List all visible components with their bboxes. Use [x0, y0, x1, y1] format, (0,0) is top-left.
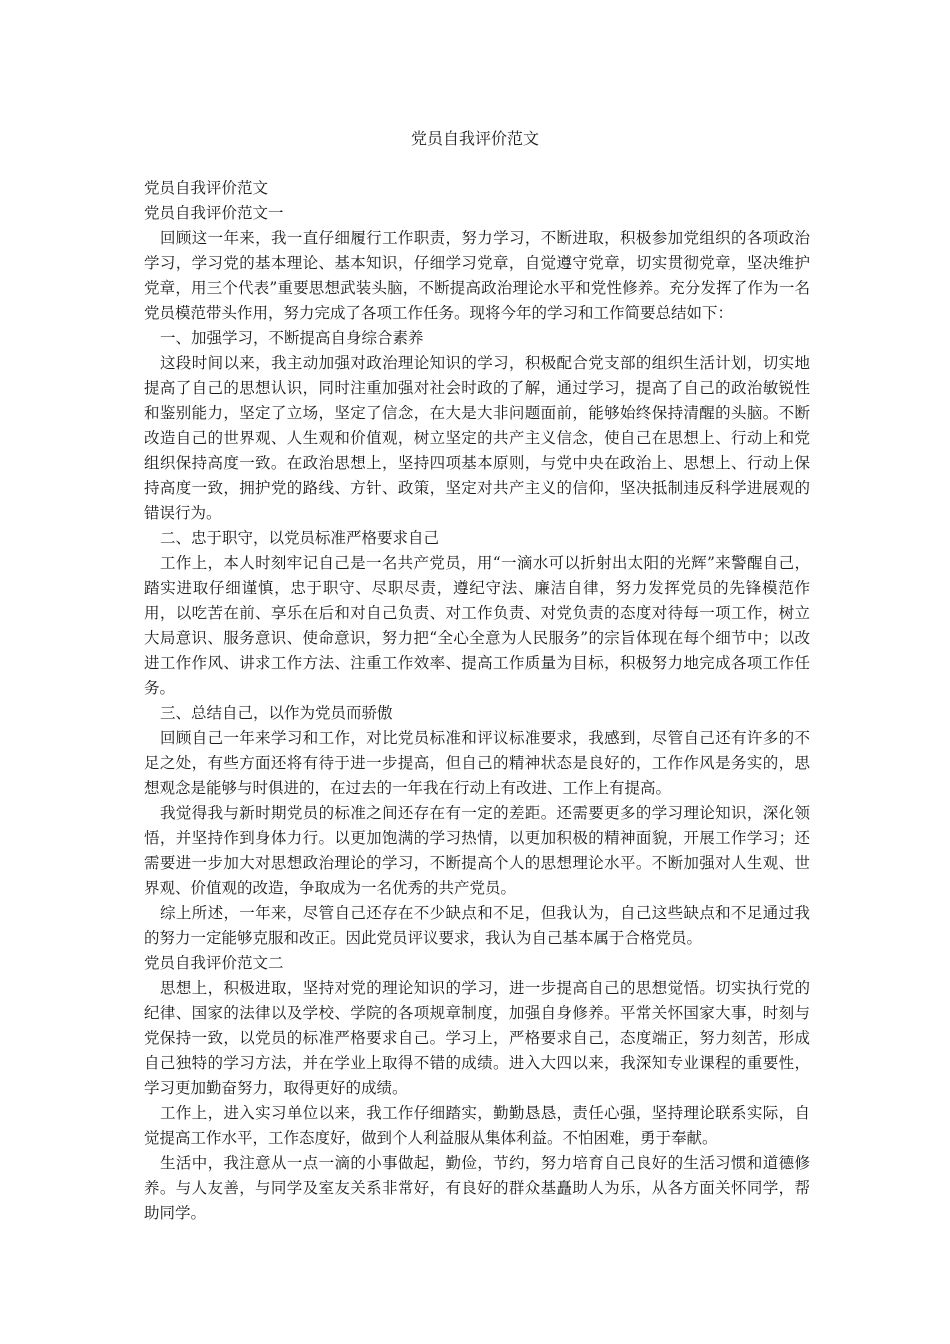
paragraph: 我觉得我与新时期党员的标准之间还存在有一定的差距。还需要更多的学习理论知识，深化领悟，并坚持作到身体力行。以更加饱满的学习热情，以更加积极的精神面貌，开展工作学习；还需要进一步加大对思想政治理论的学习，不断提高个人的思想理论水平。不断加强对人生观、世界观、价值观的改造，争取成为一名优秀的共产党员。 [144, 804, 810, 897]
subheading: 一、加强学习，不断提高自身综合素养 [160, 329, 424, 347]
paragraph: 回顾这一年来，我一直仔细履行工作职责，努力学习，不断进取，积极参加党组织的各项政治学习，学习党的基本理论、基本知识，仔细学习党章，自觉遵守党章，切实贯彻党章，坚决维护党章，用三个代表”重要思想武装头脑，不断提高政治理论水平和党性修养。充分发挥了作为一名党员模范带头作用，努力完成了各项工作任务。现将今年的学习和工作简要总结如下： [144, 229, 810, 322]
subheading: 二、忠于职守，以党员标准严格要求自己 [160, 529, 440, 547]
paragraph: 思想上，积极进取，坚持对党的理论知识的学习，进一步提高自己的思想觉悟。切实执行党的纪律、国家的法律以及学校、学院的各项规章制度，加强自身修养。平常关怀国家大事，时刻与党保持一致，以党员的标准严格要求自己。学习上，严格要求自己，态度端正，努力刻苦，形成自己独特的学习方法，并在学业上取得不错的成绩。进入大四以来，我深知专业课程的重要性，学习更加勤奋努力，取得更好的成绩。 [144, 979, 810, 1097]
paragraph: 工作上，本人时刻牢记自己是一名共产党员，用“一滴水可以折射出太阳的光辉”来警醒自己，踏实进取仔细谨慎，忠于职守、尽职尽责，遵纪守法、廉洁自律，努力发挥党员的先锋模范作用，以吃苦在前、享乐在后和对自己负责、对工作负责、对党负责的态度对待每一项工作，树立大局意识、服务意识、使命意识，努力把“全心全意为人民服务”的宗旨体现在每个细节中；以改进工作作风、讲求工作方法、注重工作效率、提高工作质量为目标，积极努力地完成各项工作任务。 [144, 554, 810, 697]
document-body [144, 176, 810, 1226]
section-heading: 党员自我评价范文二 [144, 954, 284, 972]
section-heading: 党员自我评价范文一 [144, 204, 284, 222]
subheading: 三、总结自己，以作为党员而骄傲 [160, 704, 393, 722]
section-heading: 党员自我评价范文 [144, 179, 269, 197]
paragraph: 这段时间以来，我主动加强对政治理论知识的学习，积极配合党支部的组织生活计划，切实地提高了自己的思想认识，同时注重加强对社会时政的了解，通过学习，提高了自己的政治敏锐性和鉴别能力，坚定了立场，坚定了信念，在大是大非问题面前，能够始终保持清醒的头脑。不断改造自己的世界观、人生观和价值观，树立坚定的共产主义信念，使自己在思想上、行动上和党组织保持高度一致。在政治思想上，坚持四项基本原则，与党中央在政治上、思想上、行动上保持高度一致，拥护党的路线、方针、政策，坚定对共产主义的信仰，坚决抵制违反科学进展观的错误行为。 [144, 354, 810, 522]
paragraph: 综上所述，一年来，尽管自己还存在不少缺点和不足，但我认为，自己这些缺点和不足通过我的努力一定能够克服和改正。因此党员评议要求，我认为自己基本属于合格党员。 [144, 904, 810, 947]
paragraph: 生活中，我注意从一点一滴的小事做起，勤俭，节约，努力培育自己良好的生活习惯和道德修养。与人友善，与同学及室友关系非常好，有良好的群众基矗助人为乐，从各方面关怀同学，帮助同学。 [144, 1154, 810, 1222]
paragraph: 回顾自己一年来学习和工作，对比党员标准和评议标准要求，我感到，尽管自己还有许多的不足之处，有些方面还将有待于进一步提高，但自己的精神状态是良好的，工作作风是务实的，思想观念是能够与时俱进的，在过去的一年我在行动上有改进、工作上有提高。 [144, 729, 810, 797]
paragraph: 工作上，进入实习单位以来，我工作仔细踏实，勤勤恳恳，责任心强，坚持理论联系实际，自觉提高工作水平，工作态度好，做到个人利益服从集体利益。不怕困难，勇于奉献。 [144, 1104, 810, 1147]
page-title: 党员自我评价范文 [410, 129, 539, 148]
